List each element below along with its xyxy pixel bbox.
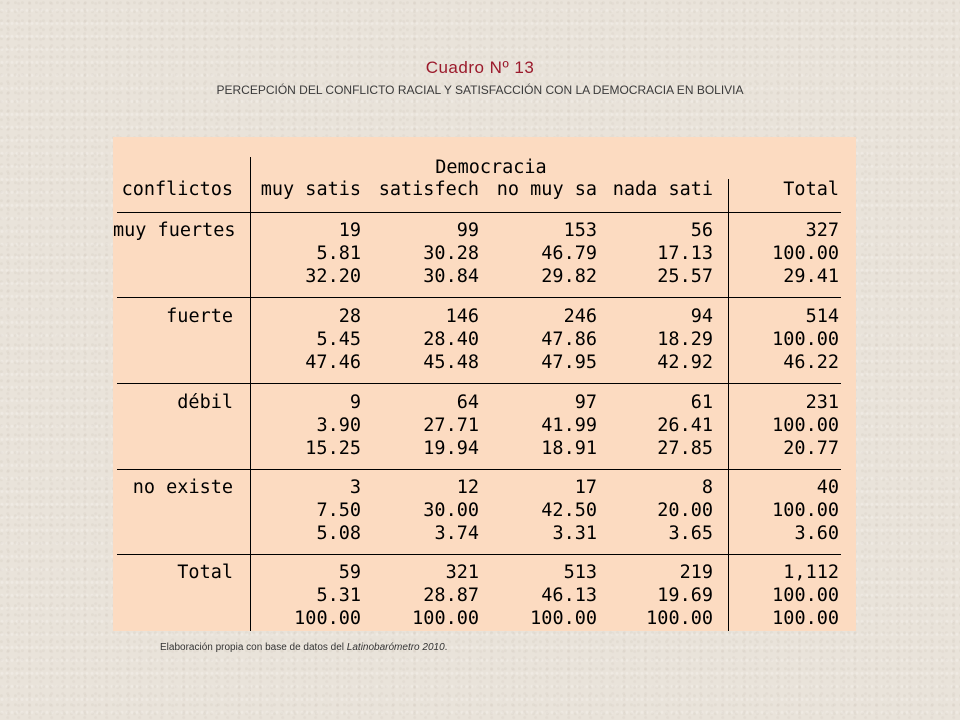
crosstab-panel [113, 137, 856, 631]
table-cell: 17.13 [657, 243, 713, 264]
table-cell: 17 [574, 477, 597, 498]
table-cell: 100.00 [646, 608, 713, 629]
table-cell: 28.87 [423, 585, 479, 606]
table-cell: 47.86 [541, 329, 597, 350]
table-cell: 153 [563, 220, 597, 241]
table-cell: 100.00 [772, 243, 839, 264]
group-header: Democracia [435, 157, 547, 178]
table-cell: 7.50 [316, 500, 361, 521]
separator-line [117, 469, 841, 470]
table-cell: 100.00 [772, 608, 839, 629]
table-cell: 61 [690, 392, 713, 413]
table-cell: 46.13 [541, 585, 597, 606]
table-cell: 64 [456, 392, 479, 413]
table-cell: 5.81 [316, 243, 361, 264]
separator-line [117, 554, 841, 555]
separator-line [117, 383, 841, 384]
table-cell: 12 [456, 477, 479, 498]
table-cell: 100.00 [772, 500, 839, 521]
column-header: satisfech [378, 179, 479, 200]
table-cell: 47.95 [541, 352, 597, 373]
table-cell: 3.74 [434, 523, 479, 544]
row-label: muy fuertes [113, 220, 236, 241]
table-cell: 20.00 [657, 500, 713, 521]
table-cell: 56 [690, 220, 713, 241]
table-cell: 100.00 [412, 608, 479, 629]
table-cell: 321 [445, 562, 479, 583]
table-cell: 19.94 [423, 438, 479, 459]
total-column-divider [728, 179, 729, 631]
table-cell: 8 [701, 477, 713, 498]
column-header: no muy sa [496, 179, 597, 200]
table-cell: 3 [349, 477, 361, 498]
table-cell: 3.90 [316, 415, 361, 436]
table-cell: 514 [805, 306, 839, 327]
table-cell: 40 [816, 477, 839, 498]
table-subtitle: PERCEPCIÓN DEL CONFLICTO RACIAL Y SATISFACCIÓN CON LA DEMOCRACIA EN BOLIVIA [216, 83, 744, 97]
table-cell: 1,112 [783, 562, 839, 583]
table-cell: 5.31 [316, 585, 361, 606]
footnote [160, 642, 447, 653]
table-cell: 42.50 [541, 500, 597, 521]
table-cell: 20.77 [783, 438, 839, 459]
table-cell: 513 [563, 562, 597, 583]
table-cell: 5.08 [316, 523, 361, 544]
row-header: conflictos [121, 179, 233, 200]
table-cell: 18.91 [541, 438, 597, 459]
column-header: Total [783, 179, 839, 200]
table-cell: 41.99 [541, 415, 597, 436]
row-label: no existe [132, 477, 233, 498]
table-cell: 29.82 [541, 266, 597, 287]
row-label: fuerte [166, 306, 233, 327]
table-cell: 28.40 [423, 329, 479, 350]
table-cell: 94 [690, 306, 713, 327]
table-cell: 100.00 [294, 608, 361, 629]
table-cell: 30.84 [423, 266, 479, 287]
table-cell: 29.41 [783, 266, 839, 287]
table-cell: 3.31 [552, 523, 597, 544]
row-label: Total [177, 562, 233, 583]
table-cell: 25.57 [657, 266, 713, 287]
table-cell: 27.85 [657, 438, 713, 459]
column-header: nada sati [612, 179, 713, 200]
separator-line [117, 212, 841, 213]
separator-line [117, 297, 841, 298]
table-cell: 327 [805, 220, 839, 241]
table-cell: 19.69 [657, 585, 713, 606]
table-cell: 46.22 [783, 352, 839, 373]
table-cell: 99 [456, 220, 479, 241]
table-cell: 231 [805, 392, 839, 413]
table-cell: 32.20 [305, 266, 361, 287]
footnote-prefix: Elaboración propia con base de datos del [160, 642, 347, 653]
table-cell: 47.46 [305, 352, 361, 373]
table-cell: 219 [679, 562, 713, 583]
table-cell: 15.25 [305, 438, 361, 459]
table-cell: 46.79 [541, 243, 597, 264]
table-cell: 100.00 [772, 585, 839, 606]
table-cell: 59 [338, 562, 361, 583]
table-cell: 100.00 [530, 608, 597, 629]
table-cell: 100.00 [772, 415, 839, 436]
table-cell: 42.92 [657, 352, 713, 373]
table-title: Cuadro Nº 13 [425, 58, 535, 77]
table-cell: 9 [349, 392, 361, 413]
table-cell: 28 [338, 306, 361, 327]
footnote-suffix: . [444, 642, 448, 653]
table-cell: 5.45 [316, 329, 361, 350]
table-cell: 3.65 [668, 523, 713, 544]
table-cell: 3.60 [794, 523, 839, 544]
table-cell: 27.71 [423, 415, 479, 436]
column-header: muy satis [260, 179, 361, 200]
table-cell: 18.29 [657, 329, 713, 350]
table-cell: 26.41 [657, 415, 713, 436]
table-cell: 30.28 [423, 243, 479, 264]
table-cell: 97 [574, 392, 597, 413]
footnote-source: Latinobarómetro 2010 [346, 642, 445, 653]
table-cell: 19 [338, 220, 361, 241]
table-cell: 100.00 [772, 329, 839, 350]
table-cell: 30.00 [423, 500, 479, 521]
row-label: débil [177, 392, 233, 413]
table-cell: 246 [563, 306, 597, 327]
table-cell: 45.48 [423, 352, 479, 373]
table-cell: 146 [445, 306, 479, 327]
